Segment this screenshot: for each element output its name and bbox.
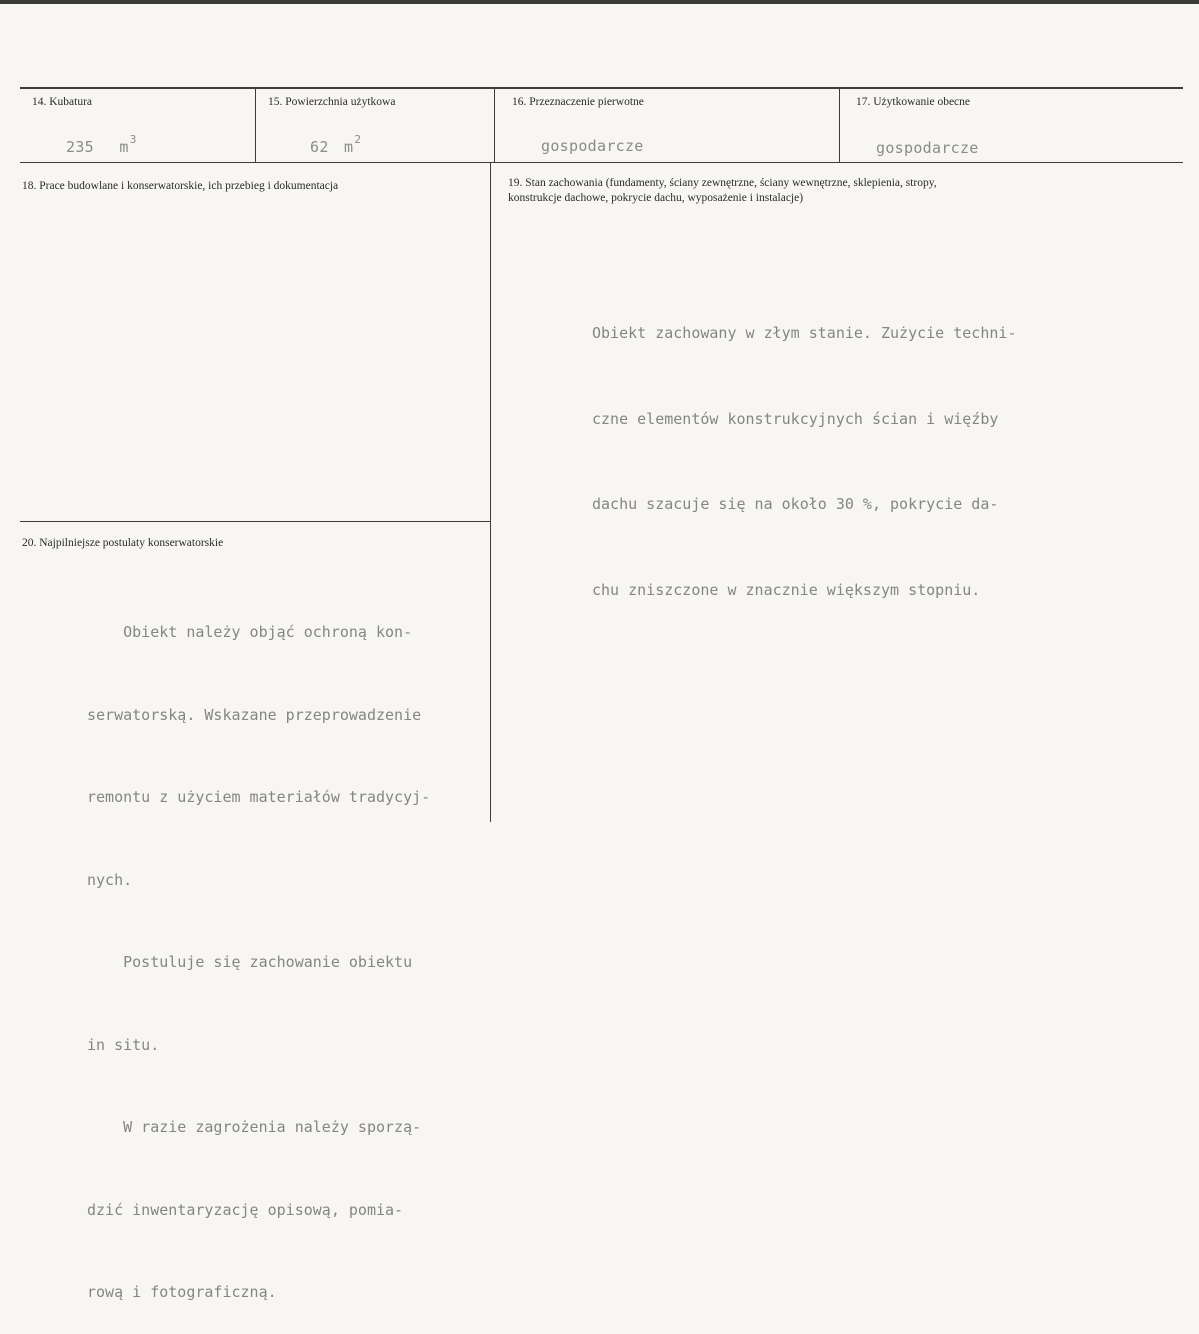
top-edge (0, 0, 1199, 4)
field-20-label: 20. Najpilniejsze postulaty konserwatorskie (22, 537, 224, 549)
field-19-text-line: Obiekt zachowany w złym stanie. Zużycie techni- (592, 324, 1017, 342)
rule-left-mid (20, 521, 491, 522)
field-20-text-line: serwatorską. Wskazane przeprowadzenie (87, 705, 422, 724)
field-17-label: 17. Użytkowanie obecne (856, 96, 971, 108)
field-14-exponent: 3 (129, 133, 137, 146)
rule-row1 (20, 162, 1183, 163)
field-20-text-line: Postuluje się zachowanie obiektu (87, 953, 413, 971)
divider-15-16 (494, 88, 495, 162)
field-19-text-line: chu zniszczone w znacznie większym stopniu. (592, 580, 981, 599)
field-15-unit: m (344, 138, 354, 156)
field-20-text-line: Obiekt należy objąć ochroną kon- (87, 623, 413, 641)
field-15-value (310, 133, 361, 156)
field-14-unit: m (119, 138, 129, 156)
field-19-label (508, 176, 937, 206)
field-16-value: gospodarcze (541, 137, 644, 155)
field-19-text-line: czne elementów konstrukcyjnych ścian i więźby (592, 409, 999, 428)
field-19-label-line: konstrukcje dachowe, pokrycie dachu, wyposażenie i instalacje) (508, 192, 804, 204)
field-20-text-line: in situ. (87, 1035, 160, 1054)
divider-main (490, 162, 491, 822)
field-19-text (592, 262, 1016, 633)
field-20-text (87, 564, 430, 1334)
divider-14-15 (255, 88, 256, 162)
divider-16-17 (839, 88, 840, 162)
field-16-label: 16. Przeznaczenie pierwotne (512, 96, 644, 108)
field-18-label: 18. Prace budowlane i konserwatorskie, ich przebieg i dokumentacja (22, 180, 339, 192)
field-19-label-line: 19. Stan zachowania (fundamenty, ściany zewnętrzne, ściany wewnętrzne, sklepienia, stropy, (508, 177, 937, 189)
field-19-text-line: dachu szacuje się na około 30 %, pokrycie da- (592, 495, 999, 513)
field-14-number: 235 (66, 138, 94, 156)
field-15-label: 15. Powierzchnia użytkowa (268, 96, 396, 108)
field-14-label: 14. Kubatura (32, 96, 93, 108)
field-20-text-line: nych. (87, 870, 133, 889)
field-20-text-line: dzić inwentaryzację opisową, pomia- (87, 1200, 404, 1219)
field-14-value (66, 133, 137, 156)
rule-top (20, 87, 1183, 89)
field-20-text-line: rową i fotograficzną. (87, 1283, 277, 1301)
field-20-text-line: remontu z użyciem materiałów tradycyj- (87, 788, 431, 806)
field-15-number: 62 (310, 138, 329, 156)
field-17-value: gospodarcze (876, 139, 979, 157)
field-20-text-line: W razie zagrożenia należy sporzą- (87, 1118, 422, 1136)
field-15-exponent: 2 (354, 133, 362, 146)
